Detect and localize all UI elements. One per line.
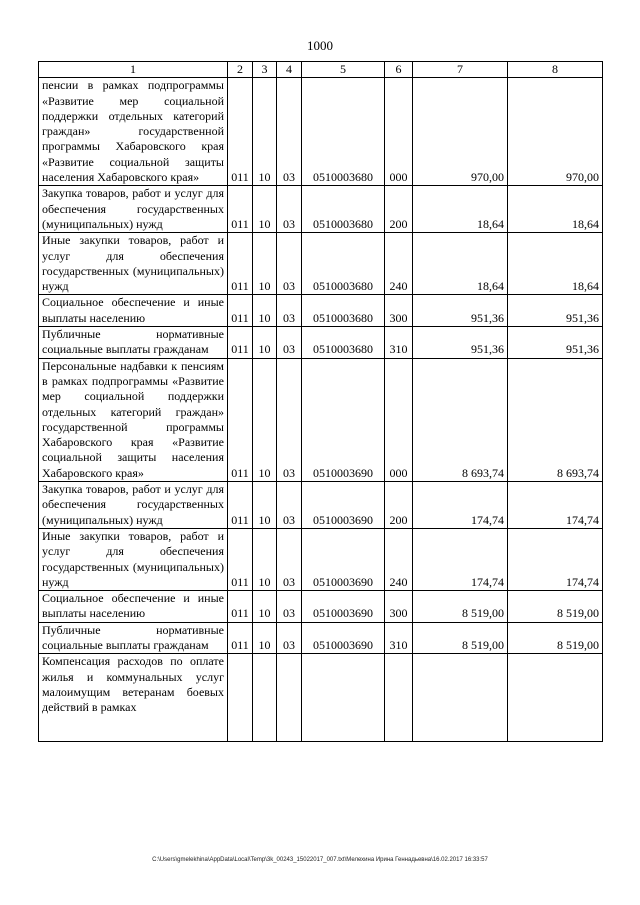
subsection-code: 03 bbox=[277, 233, 302, 295]
ministry-code: 011 bbox=[228, 358, 253, 481]
empty-cell bbox=[302, 654, 385, 742]
ministry-code: 011 bbox=[228, 78, 253, 186]
subsection-code: 03 bbox=[277, 78, 302, 186]
column-header: 7 bbox=[413, 62, 508, 78]
table-row bbox=[39, 295, 603, 327]
column-header: 5 bbox=[302, 62, 385, 78]
section-code: 10 bbox=[253, 233, 277, 295]
table-row bbox=[39, 622, 603, 654]
amount-col8: 18,64 bbox=[508, 233, 603, 295]
column-header: 2 bbox=[228, 62, 253, 78]
amount-col8: 951,36 bbox=[508, 327, 603, 359]
target-article-code: 0510003680 bbox=[302, 295, 385, 327]
ministry-code: 011 bbox=[228, 295, 253, 327]
row-description: Социальное обеспечение и иные выплаты населению bbox=[39, 295, 228, 327]
empty-cell bbox=[277, 654, 302, 742]
amount-col8: 174,74 bbox=[508, 528, 603, 590]
amount-col8: 18,64 bbox=[508, 186, 603, 233]
ministry-code: 011 bbox=[228, 327, 253, 359]
subsection-code: 03 bbox=[277, 622, 302, 654]
expense-type-code: 200 bbox=[385, 482, 413, 529]
column-header: 3 bbox=[253, 62, 277, 78]
target-article-code: 0510003690 bbox=[302, 622, 385, 654]
table-row bbox=[39, 233, 603, 295]
row-description: Публичные нормативные социальные выплаты гражданам bbox=[39, 622, 228, 654]
expense-type-code: 000 bbox=[385, 78, 413, 186]
table-row bbox=[39, 186, 603, 233]
amount-col7: 18,64 bbox=[413, 186, 508, 233]
amount-col7: 8 519,00 bbox=[413, 622, 508, 654]
amount-col7: 951,36 bbox=[413, 327, 508, 359]
row-description: Иные закупки товаров, работ и услуг для обеспечения государственных (муниципальных) нужд bbox=[39, 528, 228, 590]
subsection-code: 03 bbox=[277, 482, 302, 529]
row-description: Закупка товаров, работ и услуг для обеспечения государственных (муниципальных) нужд bbox=[39, 186, 228, 233]
section-code: 10 bbox=[253, 482, 277, 529]
ministry-code: 011 bbox=[228, 528, 253, 590]
amount-col7: 174,74 bbox=[413, 528, 508, 590]
amount-col8: 970,00 bbox=[508, 78, 603, 186]
section-code: 10 bbox=[253, 78, 277, 186]
amount-col7: 174,74 bbox=[413, 482, 508, 529]
amount-col7: 951,36 bbox=[413, 295, 508, 327]
ministry-code: 011 bbox=[228, 233, 253, 295]
amount-col7: 18,64 bbox=[413, 233, 508, 295]
expense-type-code: 240 bbox=[385, 233, 413, 295]
ministry-code: 011 bbox=[228, 591, 253, 623]
section-code: 10 bbox=[253, 528, 277, 590]
empty-cell bbox=[385, 654, 413, 742]
section-code: 10 bbox=[253, 327, 277, 359]
expense-type-code: 000 bbox=[385, 358, 413, 481]
row-description: Закупка товаров, работ и услуг для обеспечения государственных (муниципальных) нужд bbox=[39, 482, 228, 529]
ministry-code: 011 bbox=[228, 622, 253, 654]
target-article-code: 0510003680 bbox=[302, 327, 385, 359]
table-row bbox=[39, 591, 603, 623]
amount-col8: 951,36 bbox=[508, 295, 603, 327]
amount-col7: 8 693,74 bbox=[413, 358, 508, 481]
subsection-code: 03 bbox=[277, 591, 302, 623]
target-article-code: 0510003690 bbox=[302, 482, 385, 529]
amount-col7: 970,00 bbox=[413, 78, 508, 186]
table-row bbox=[39, 78, 603, 186]
subsection-code: 03 bbox=[277, 295, 302, 327]
file-path-footer: C:\Users\gmelekhina\AppData\Local\Temp\3k_00243_15022017_007.txt\Мелехина Ирина Геннадьевна\16.02.2017 16:33:57 bbox=[152, 857, 488, 863]
subsection-code: 03 bbox=[277, 186, 302, 233]
section-code: 10 bbox=[253, 295, 277, 327]
row-description: Иные закупки товаров, работ и услуг для обеспечения государственных (муниципальных) нужд bbox=[39, 233, 228, 295]
section-code: 10 bbox=[253, 186, 277, 233]
target-article-code: 0510003690 bbox=[302, 358, 385, 481]
ministry-code: 011 bbox=[228, 482, 253, 529]
empty-cell bbox=[253, 654, 277, 742]
table-row bbox=[39, 358, 603, 481]
table-row bbox=[39, 327, 603, 359]
expense-type-code: 200 bbox=[385, 186, 413, 233]
column-header: 4 bbox=[277, 62, 302, 78]
header-row bbox=[39, 62, 603, 78]
empty-cell bbox=[508, 654, 603, 742]
table-row-continued bbox=[39, 654, 603, 742]
row-description: Компенсация расходов по оплате жилья и коммунальных услуг малоимущим ветеранам боевых действий в рамках bbox=[39, 654, 228, 742]
page-number: 1000 bbox=[307, 38, 333, 53]
row-description: пенсии в рамках подпрограммы «Развитие мер социальной поддержки отдельных категорий граждан» государственной программы Хабаровского края «Развитие социальной защиты населения Хабаровского края» bbox=[39, 78, 228, 186]
row-description: Публичные нормативные социальные выплаты гражданам bbox=[39, 327, 228, 359]
target-article-code: 0510003680 bbox=[302, 233, 385, 295]
target-article-code: 0510003690 bbox=[302, 591, 385, 623]
expense-type-code: 300 bbox=[385, 591, 413, 623]
section-code: 10 bbox=[253, 358, 277, 481]
expense-type-code: 240 bbox=[385, 528, 413, 590]
expense-type-code: 300 bbox=[385, 295, 413, 327]
target-article-code: 0510003690 bbox=[302, 528, 385, 590]
section-code: 10 bbox=[253, 622, 277, 654]
table-row bbox=[39, 528, 603, 590]
expense-type-code: 310 bbox=[385, 327, 413, 359]
target-article-code: 0510003680 bbox=[302, 186, 385, 233]
budget-table bbox=[38, 61, 603, 742]
row-description: Социальное обеспечение и иные выплаты населению bbox=[39, 591, 228, 623]
amount-col7: 8 519,00 bbox=[413, 591, 508, 623]
column-header: 8 bbox=[508, 62, 603, 78]
column-header: 6 bbox=[385, 62, 413, 78]
empty-cell bbox=[228, 654, 253, 742]
column-header: 1 bbox=[39, 62, 228, 78]
amount-col8: 174,74 bbox=[508, 482, 603, 529]
subsection-code: 03 bbox=[277, 358, 302, 481]
ministry-code: 011 bbox=[228, 186, 253, 233]
amount-col8: 8 519,00 bbox=[508, 591, 603, 623]
section-code: 10 bbox=[253, 591, 277, 623]
empty-cell bbox=[413, 654, 508, 742]
expense-type-code: 310 bbox=[385, 622, 413, 654]
table-row bbox=[39, 482, 603, 529]
subsection-code: 03 bbox=[277, 528, 302, 590]
amount-col8: 8 693,74 bbox=[508, 358, 603, 481]
target-article-code: 0510003680 bbox=[302, 78, 385, 186]
amount-col8: 8 519,00 bbox=[508, 622, 603, 654]
row-description: Персональные надбавки к пенсиям в рамках подпрограммы «Развитие мер социальной поддержки отдельных категорий граждан» государственной программы Хабаровского края «Развитие социальной защиты населения Хабаровского края» bbox=[39, 358, 228, 481]
subsection-code: 03 bbox=[277, 327, 302, 359]
